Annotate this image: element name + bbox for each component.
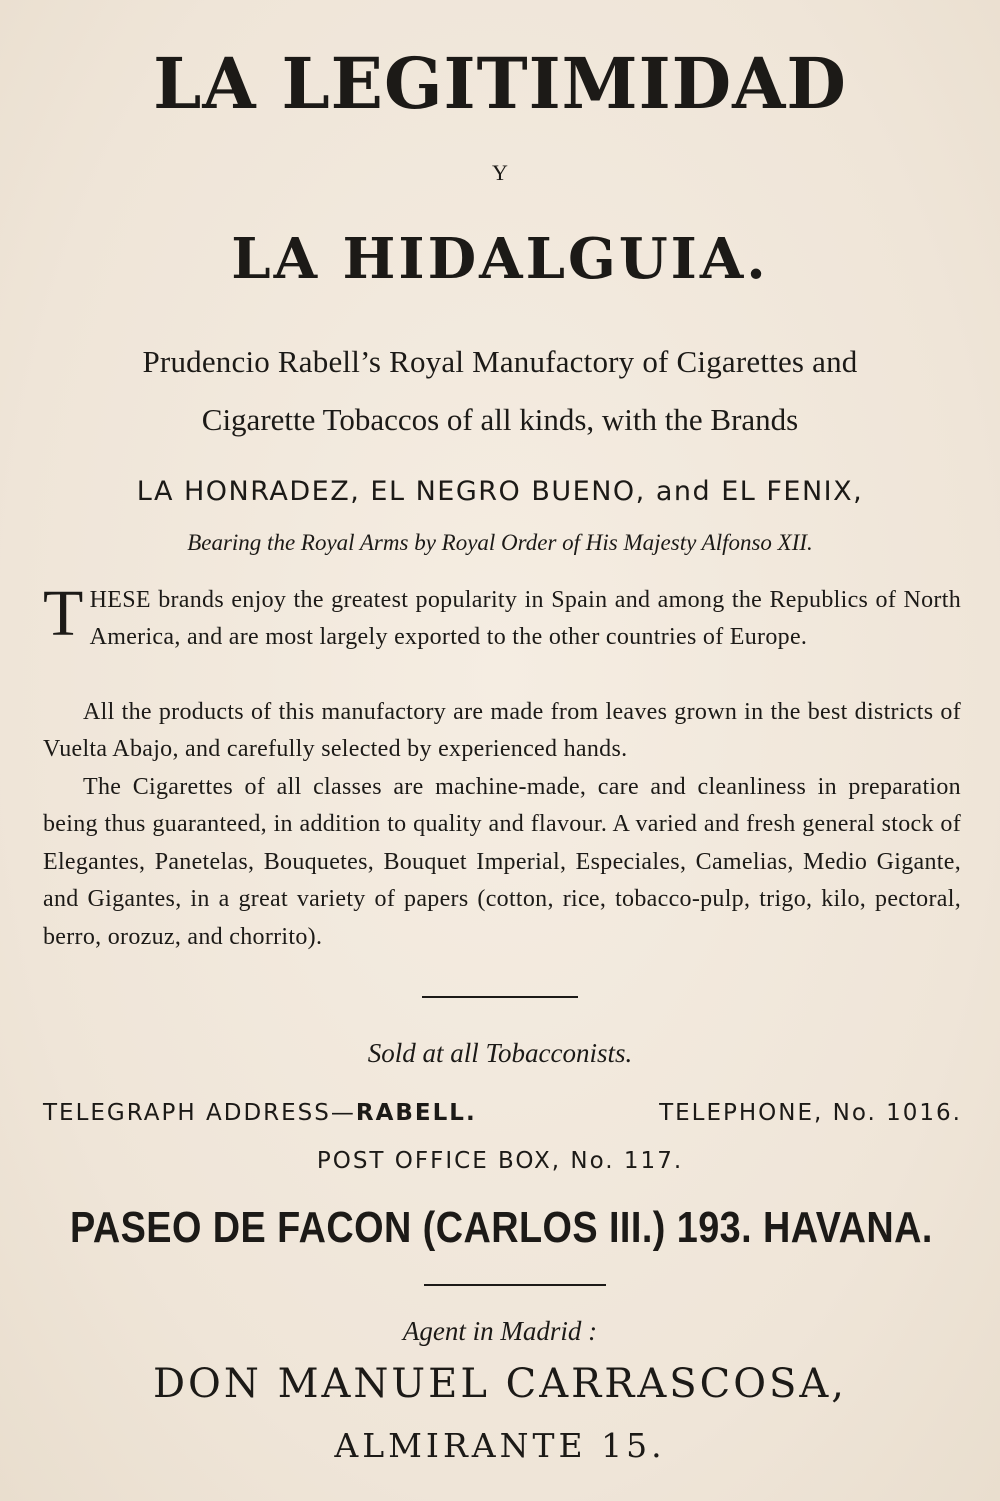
agent-label: Agent in Madrid : (402, 1316, 598, 1346)
title-la-legitimidad: LA LEGITIMIDAD (153, 42, 847, 125)
agent-name: DON MANUEL CARRASCOSA, (152, 1361, 848, 1407)
paragraph-popularity-text: HESE brands enjoy the greatest popularity in Spain and among the Republics of North America, and are most largely exported to the other countries of Europe. (89, 587, 961, 651)
divider-rule (424, 1284, 606, 1286)
paragraph-popularity (43, 577, 961, 657)
divider-rule (422, 996, 578, 998)
intro-line-2: Cigarette Tobaccos of all kinds, with the Brands (201, 402, 799, 437)
agent-street: ALMIRANTE 15. (334, 1426, 666, 1465)
paragraph-products: All the products of this manufactory are made from leaves grown in the best districts of Vuelta Abajo, and carefully selected by experienced hands. (43, 699, 961, 763)
sold-note: Sold at all Tobacconists. (367, 1038, 633, 1068)
intro-line-1: Prudencio Rabell’s Royal Manufactory of Cigarettes and (142, 344, 858, 379)
brand-names: LA HONRADEZ, EL NEGRO BUENO, and EL FENIX, (136, 476, 864, 507)
royal-arms-note: Bearing the Royal Arms by Royal Order of His Majesty Alfonso XII. (187, 530, 813, 555)
title-la-hidalguia: LA HIDALGUIA. (231, 226, 769, 292)
drop-cap: T (43, 577, 84, 650)
telegraph-address (43, 1100, 477, 1126)
post-office-box: POST OFFICE BOX, No. 117. (316, 1148, 684, 1174)
telegraph-label: TELEGRAPH ADDRESS— (43, 1100, 356, 1126)
havana-address: PASEO DE FACON (CARLOS III.) 193. HAVANA. (70, 1203, 933, 1252)
telephone-number: TELEPHONE, No. 1016. (659, 1100, 962, 1126)
title-connector: Y (492, 160, 508, 185)
paragraph-cigarettes: The Cigarettes of all classes are machine-made, care and cleanliness in preparation being thus guaranteed, in addition to quality and flavour. A varied and fresh general stock of Elegantes, Panetelas, Bouquetes, Bouquet Imperial, Especiales, Camelias, Medio Gigante, and Gigantes, in a great variety of papers (cotton, rice, tobacco-pulp, trigo, kilo, pectoral, berro, orozuz, and chorrito). (43, 774, 961, 950)
telegraph-value: RABELL. (355, 1100, 477, 1126)
